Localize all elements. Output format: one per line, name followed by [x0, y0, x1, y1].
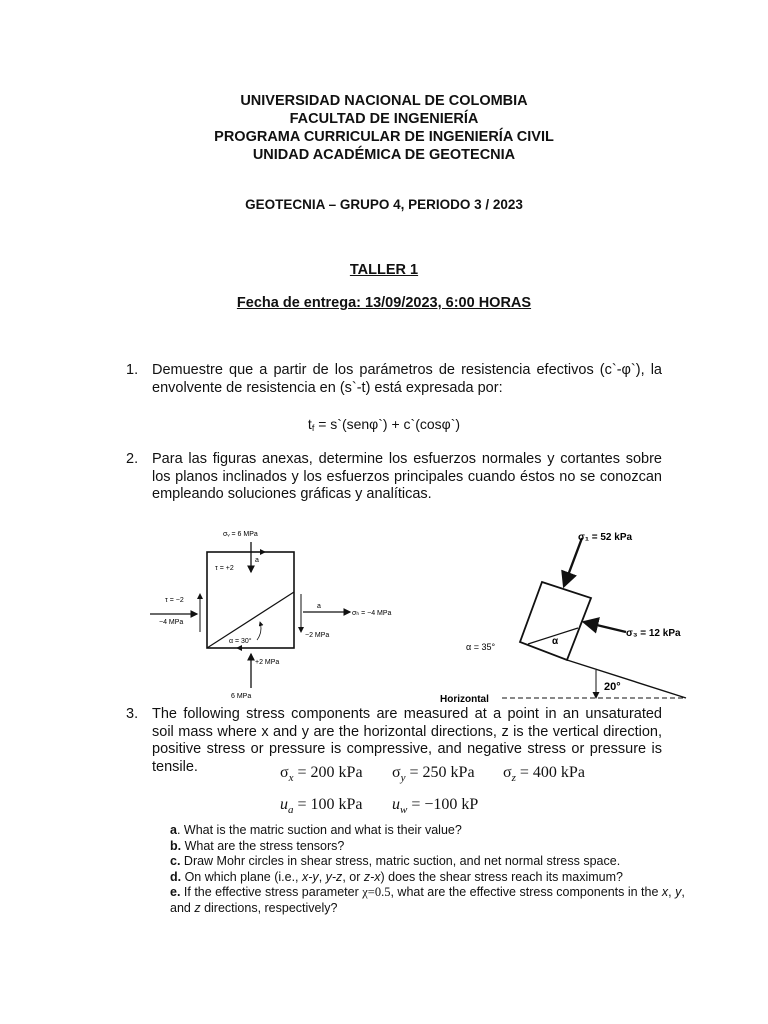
question-text: The following stress components are measured at a point in an unsaturated soil mass where x and y are the horizontal directions, z is the vertical direction, positive stress or pressure is compressive, and negative stress or pressure is tensile. [152, 706, 662, 775]
sigma-h-label: σₕ = −4 MPa [352, 610, 392, 617]
faculty-name: FACULTAD DE INGENIERÍA [289, 111, 479, 127]
university-name: UNIVERSIDAD NACIONAL DE COLOMBIA [240, 93, 528, 109]
ua-value: $u_a = 100$ kPa [280, 796, 363, 816]
stress-element-figure [145, 522, 425, 702]
question-number: 1. [126, 362, 139, 378]
sigma1-label: σ₁ = 52 kPa [578, 532, 633, 543]
question-number: 2. [126, 451, 139, 467]
sub-question-d: d. On which plane (i.e., x-y, y-z, or z-x) does the shear stress reach its maximum? [170, 869, 623, 884]
question-text: Para las figuras anexas, determine los esfuerzos normales y cortantes sobre los planos inclinados y los esfuerzos principales cuando éstos no se conozcan empleando soluciones gráficas y analíticas. [152, 451, 662, 502]
sigma3-label: σ₃ = 12 kPa [626, 628, 681, 639]
unit-name: UNIDAD ACADÉMICA DE GEOTECNIA [252, 147, 516, 163]
question-number: 3. [126, 706, 139, 722]
alpha-value-label: α = 35° [466, 642, 496, 652]
right-shear-label: −2 MPa [305, 632, 330, 639]
question-text: Demuestre que a partir de los parámetros de resistencia efectivos (c`-φ`), la envolvente de resistencia en (s`-t) está expresada por: [152, 362, 662, 396]
soil-block [520, 582, 591, 660]
alpha-right-label: a [317, 603, 321, 610]
sub-question-c: c. Draw Mohr circles in shear stress, matric suction, and net normal stress space. [170, 854, 621, 868]
strength-envelope-formula: $t_f$ = s`(senφ`) + c`(cosφ`) [307, 416, 461, 433]
alpha-label: α [552, 636, 559, 647]
left-normal-label: −4 MPa [159, 619, 184, 626]
due-date: Fecha de entrega: 13/09/2023, 6:00 HORAS [236, 295, 532, 311]
sigma-x-value: $\sigma_x = 200$ kPa [280, 764, 363, 784]
sigma-z-value: $\sigma_z = 400$ kPa [503, 764, 585, 784]
workshop-title: TALLER 1 [349, 262, 419, 278]
slope-angle-label: 20° [604, 681, 621, 693]
question-2 [128, 451, 662, 504]
document-header [0, 92, 768, 164]
bottom-normal-label: 6 MPa [231, 693, 252, 700]
uw-value: $u_w = -100$ kP [392, 796, 479, 816]
horizontal-label: Horizontal [440, 694, 489, 705]
sigma-y-value: $\sigma_y = 250$ kPa [392, 764, 475, 784]
sub-question-a: a. What is the matric suction and what is their value? [170, 823, 462, 837]
program-name: PROGRAMA CURRICULAR DE INGENIERÍA CIVIL [214, 129, 554, 145]
question-1 [128, 362, 662, 397]
sub-question-e: e. If the effective stress parameter χ=0.5, what are the effective stress components in the x, y, and z directions, respectively? [170, 885, 685, 915]
course-line: GEOTECNIA – GRUPO 4, PERIODO 3 / 2023 [245, 197, 523, 212]
alpha-top-label: a [255, 557, 259, 564]
sub-questions [170, 823, 690, 916]
inclined-block-figure [436, 522, 692, 708]
tau-left-label: τ = −2 [165, 597, 184, 604]
sub-question-b: b. What are the stress tensors? [170, 838, 345, 853]
bottom-shear-label: +2 MPa [255, 659, 280, 666]
sigma-v-label: σᵥ = 6 MPa [223, 531, 258, 538]
tau-top-label: τ = +2 [215, 565, 234, 572]
angle-label: α = 30° [229, 638, 252, 645]
